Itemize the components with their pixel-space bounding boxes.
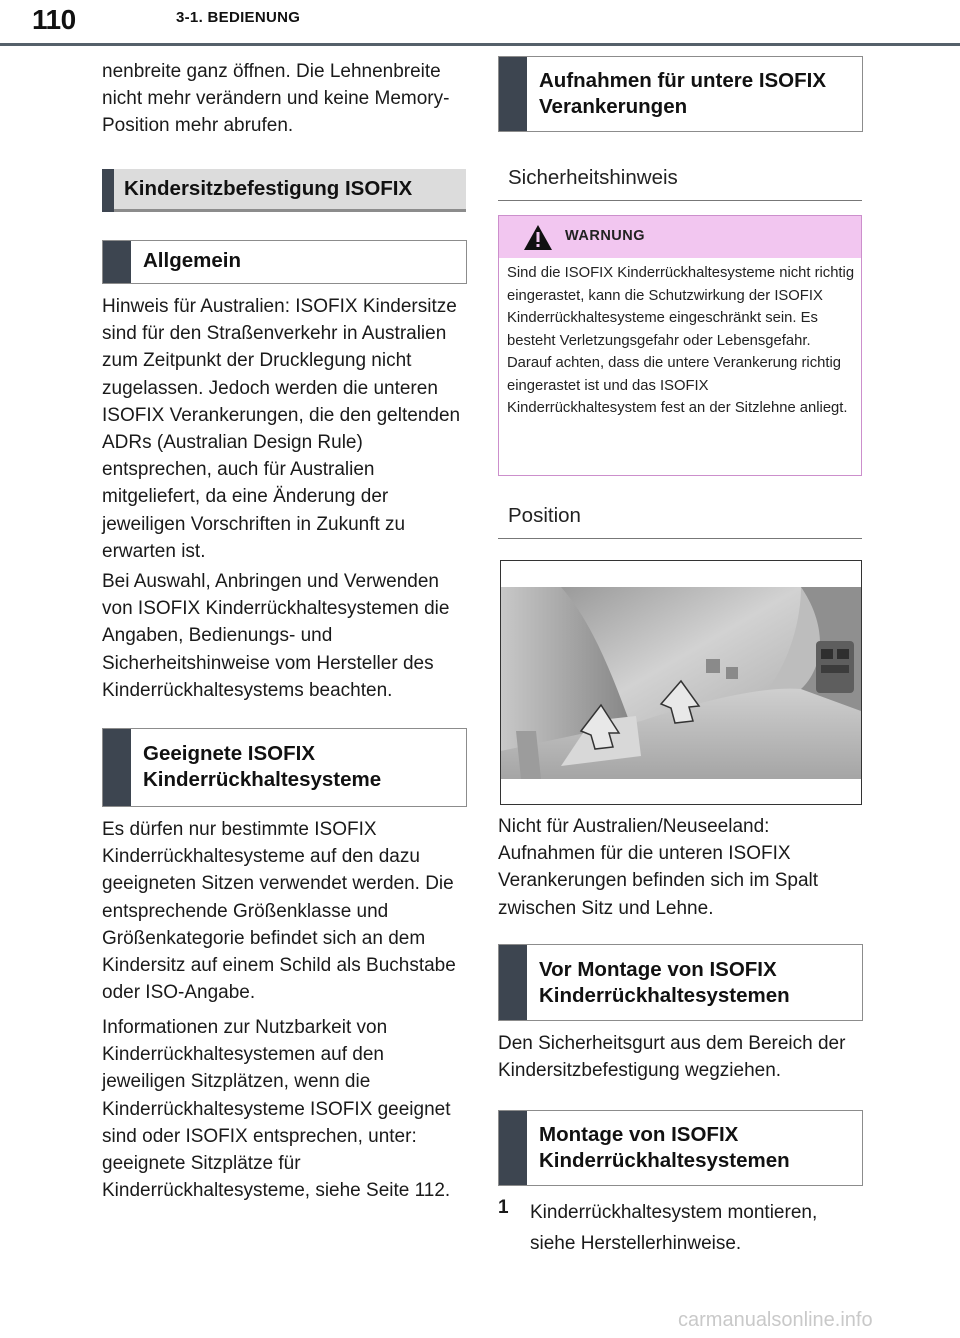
warning-text: Sind die ISOFIX Kinderrückhaltesysteme nicht richtig eingerastet, kann die Schutzwirkung der ISOFIX Kinderrückhaltesysteme eingeschränkt sein. Es besteht Verletzungsgefahr oder Lebensgefahr. Darauf achten, dass die untere Verankerung richtig eingerastet ist und das ISOFIX Kinderrückhaltesystem fest an der Sitzlehne anliegt. xyxy=(507,265,855,416)
duerfen-paragraph: Es dürfen nur bestimmte ISOFIX Kinderrückhaltesysteme auf den dazu geeigneten Sitzen verwendet werden. Die entsprechende Größenklasse und Größenkategorie befindet sich an dem Kindersitz auf einem Schild als Buchstabe oder ISO-Angabe. xyxy=(102,819,456,1004)
subheading-geeignete xyxy=(102,728,467,807)
subheading-montage xyxy=(498,1110,863,1186)
section-heading-isofix xyxy=(102,169,466,212)
warning-box xyxy=(498,215,862,476)
header-rule xyxy=(0,43,960,46)
gurt-paragraph: Den Sicherheitsgurt aus dem Bereich der Kindersitzbefestigung wegziehen. xyxy=(498,1033,846,1082)
auswahl-paragraph: Bei Auswahl, Anbringen und Verwenden von ISOFIX Kinderrückhaltesystemen die Angaben, Bedienungs- und Sicherheitshinweise vom Hersteller des Kinderrückhaltesystems beachten. xyxy=(102,571,450,701)
subheading-allgemein xyxy=(102,240,467,284)
warning-header xyxy=(499,216,861,258)
subheading-text: Geeignete ISOFIX Kinderrückhaltesysteme xyxy=(143,742,382,791)
heading-bar xyxy=(103,241,131,283)
subheading-text: Vor Montage von ISOFIX Kinderrückhaltesystemen xyxy=(539,958,790,1007)
heading-bar xyxy=(103,729,131,806)
heading-rule xyxy=(498,200,862,201)
informationen-paragraph: Informationen zur Nutzbarkeit von Kinderrückhaltesystemen auf den jeweiligen Sitzplätzen, wenn die Kinderrückhaltesysteme ISOFIX geeignet sind oder ISOFIX entsprechen, unter: geeignete Sitzplätze für Kinderrückhaltesysteme, siehe Seite 112. xyxy=(102,1017,451,1202)
page-number: 110 xyxy=(32,4,76,35)
watermark: carmanualsonline.info xyxy=(678,1309,873,1331)
heading-rule xyxy=(498,538,862,539)
warning-label: WARNUNG xyxy=(565,228,646,244)
intro-paragraph: nenbreite ganz öffnen. Die Lehnenbreite nicht mehr verändern und keine Memory-Position mehr abrufen. xyxy=(102,61,450,137)
heading-bar xyxy=(499,57,527,131)
seat-illustration xyxy=(501,561,861,804)
warning-triangle-icon xyxy=(523,224,553,251)
heading-bar xyxy=(499,945,527,1020)
heading-sicherheitshinweis: Sicherheitshinweis xyxy=(508,166,678,189)
subheading-vor-montage xyxy=(498,944,863,1021)
subheading-text: Allgemein xyxy=(143,249,241,272)
subheading-text: Montage von ISOFIX Kinderrückhaltesystemen xyxy=(539,1123,790,1172)
heading-bar xyxy=(499,1111,527,1185)
heading-position: Position xyxy=(508,504,581,527)
position-caption: Nicht für Australien/Neuseeland: Aufnahmen für die unteren ISOFIX Verankerungen befinden sich im Spalt zwischen Sitz und Lehne. xyxy=(498,816,819,919)
heading-bar xyxy=(102,169,114,212)
isofix-position-illustration xyxy=(500,560,862,805)
subheading-text: Aufnahmen für untere ISOFIX Verankerungen xyxy=(539,69,827,118)
subheading-aufnahmen xyxy=(498,56,863,132)
section-heading-text: Kindersitzbefestigung ISOFIX xyxy=(124,177,413,200)
step-text: Kinderrückhaltesystem montieren, siehe Herstellerhinweise. xyxy=(530,1202,818,1254)
chapter-title: 3-1. BEDIENUNG xyxy=(176,9,301,26)
step-number: 1 xyxy=(498,1197,509,1218)
australia-paragraph: Hinweis für Australien: ISOFIX Kindersitze sind für den Straßenverkehr in Australien zum Zeitpunkt der Drucklegung nicht zugelassen. Jedoch werden die unteren ISOFIX Verankerungen, die den geltenden ADRs (Australian Design Rule) entsprechen, auch für Australien mitgeliefert, da eine Änderung der jeweiligen Vorschriften in Zukunft zu erwarten ist. xyxy=(102,296,461,562)
